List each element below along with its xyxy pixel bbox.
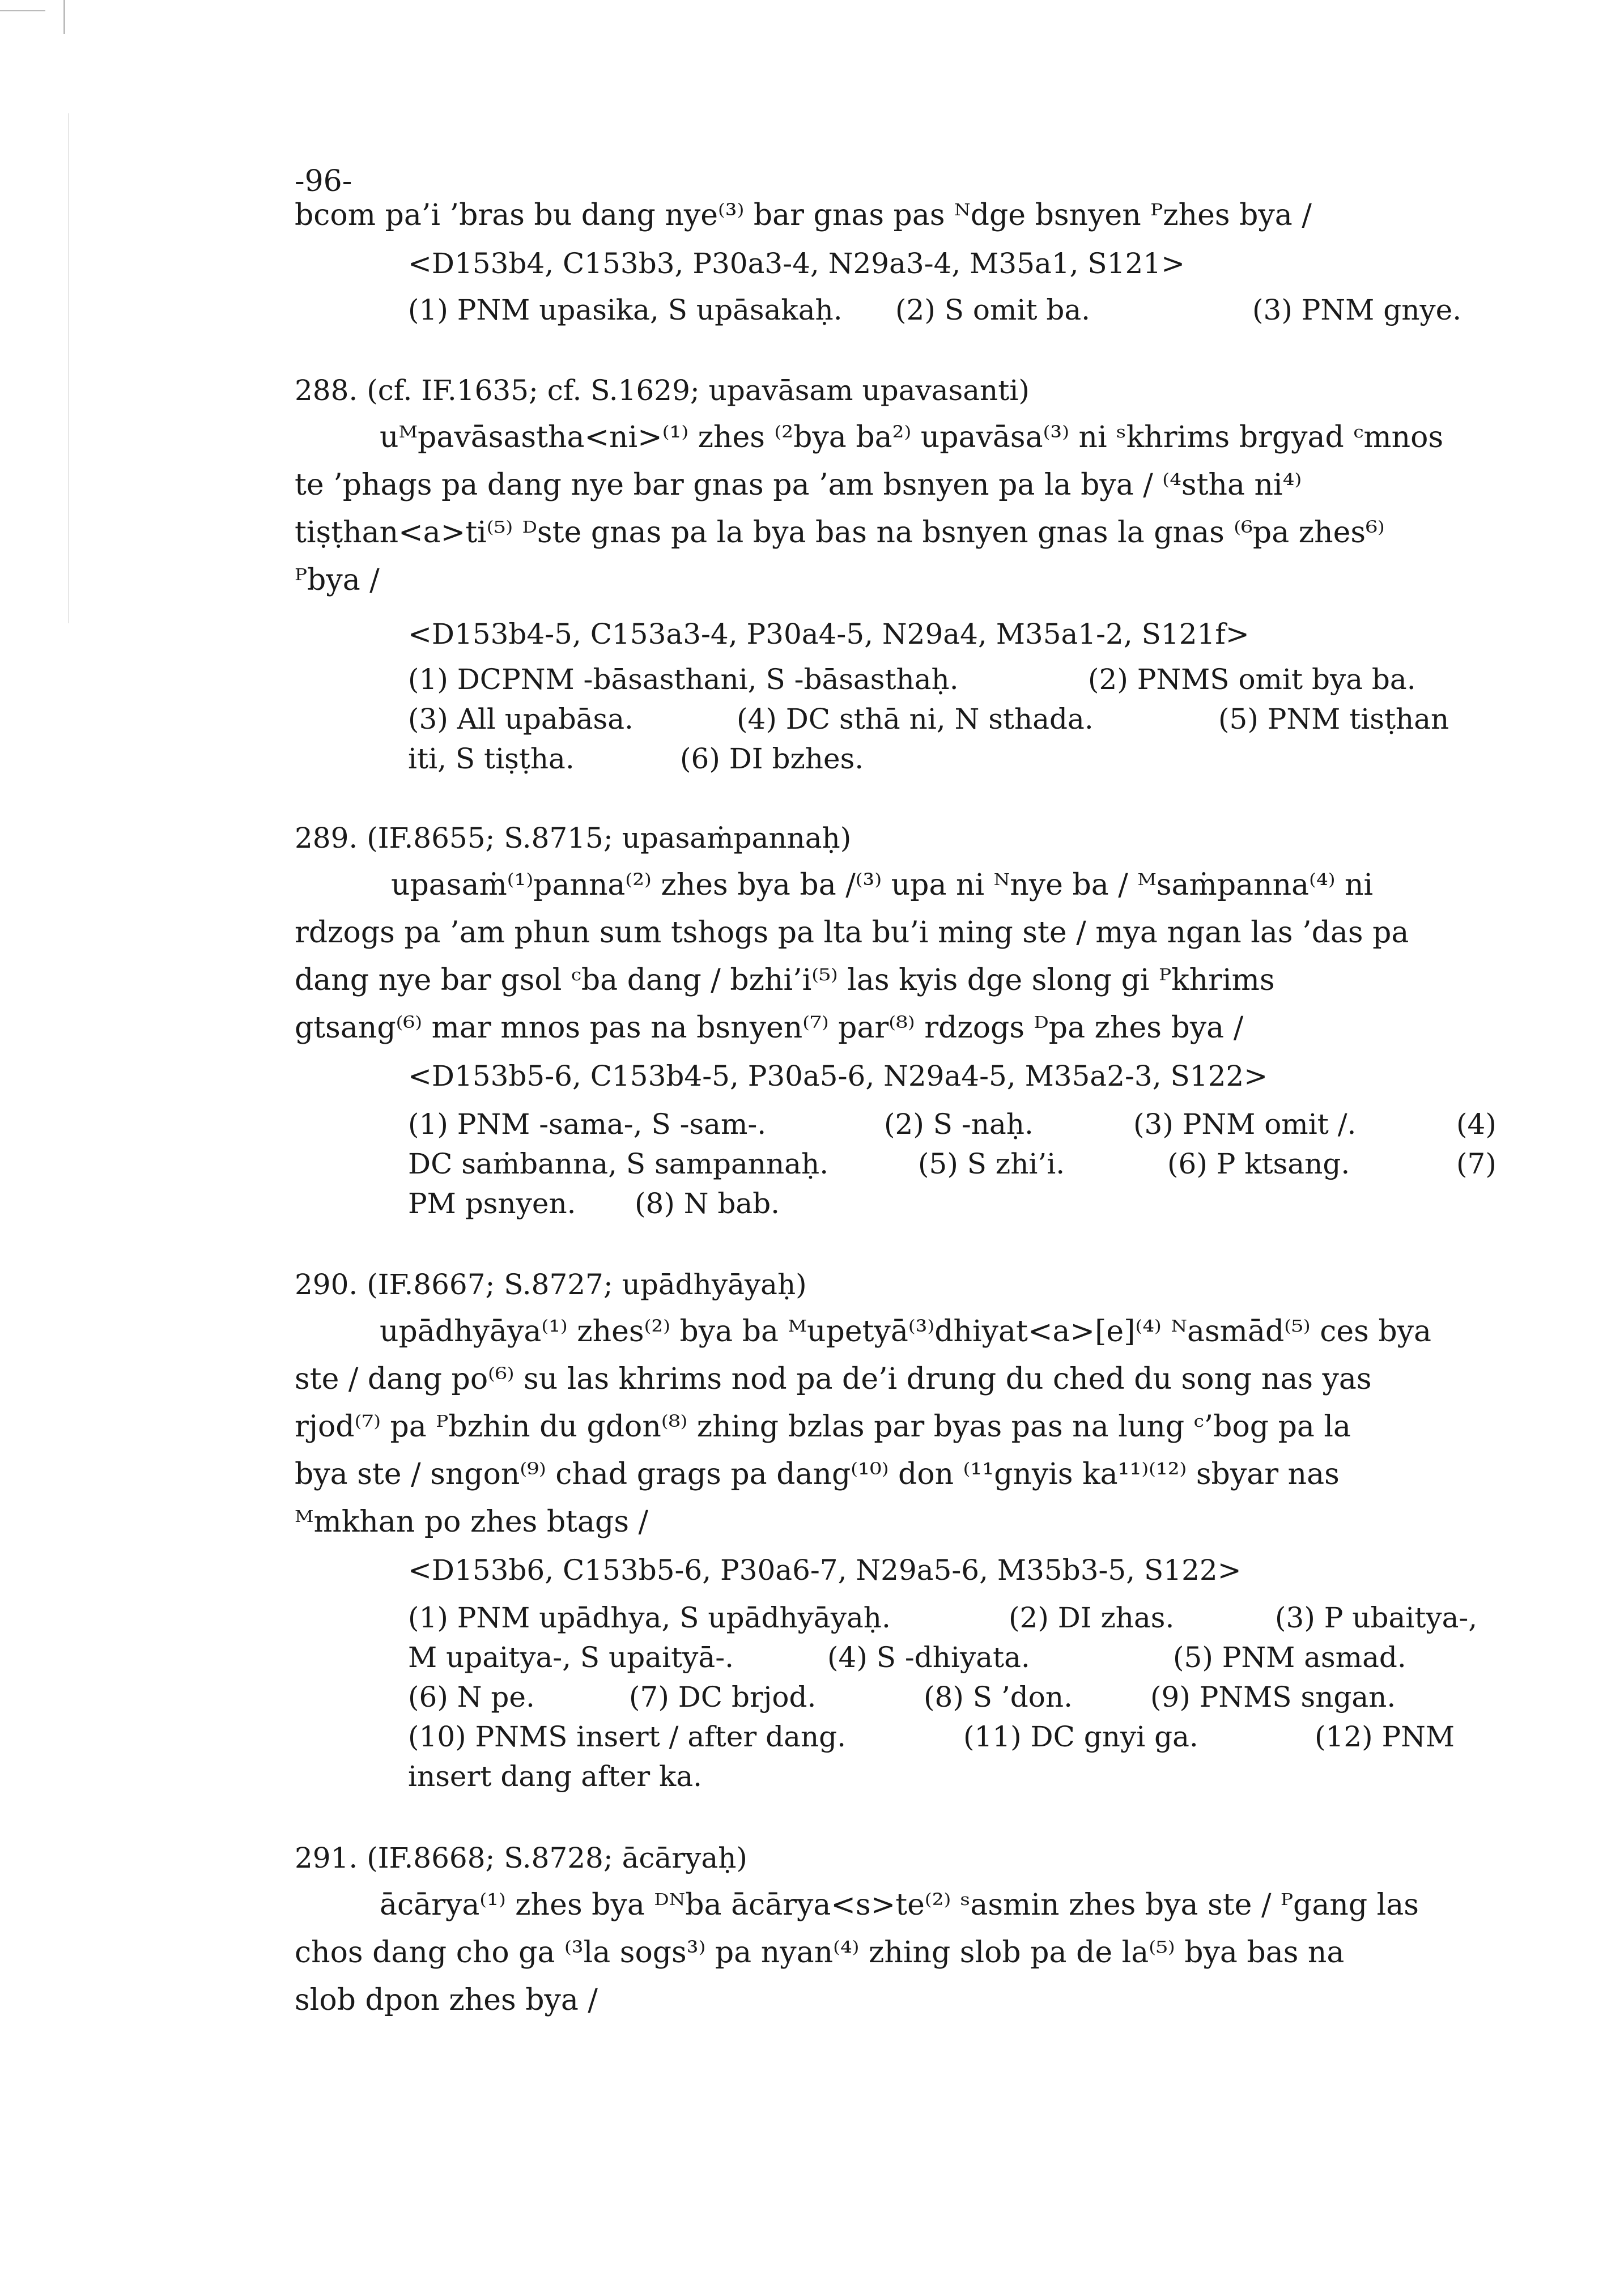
entry-288-note-4: (4) DC sthā ni, N sthada. [737,703,1094,735]
entry-290-note-9: (9) PNMS sngan. [1150,1681,1396,1714]
entry-289-line-4: gtsang⁽⁶⁾ mar mnos pas na bsnyen⁽⁷⁾ par⁽⁸⁾ rdzogs ᴰpa zhes bya / [295,1011,1244,1045]
page-number: -96- [295,164,352,198]
entry-288-line-4: ᴾbya / [295,563,380,597]
entry-290-note-8: (8) S ’don. [924,1681,1073,1714]
entry-288-sources: <D153b4-5, C153a3-4, P30a4-5, N29a4, M35a1-2, S121f> [408,618,1249,650]
entry-289-note-7: PM psnyen. [408,1187,576,1220]
entry-290-note-1: (1) PNM upādhya, S upādhyāyaḥ. [408,1601,891,1634]
entry-290-note-3-cont: M upaitya-, S upaityā-. [408,1641,734,1674]
continuation-note-3: (3) PNM gnye. [1252,294,1462,326]
entry-290-heading: 290. (IF.8667; S.8727; upādhyāyaḥ) [295,1268,807,1301]
entry-289-line-3: dang nye bar gsol ᶜba dang / bzhi’i⁽⁵⁾ las kyis dge slong gi ᴾkhrims [295,963,1275,997]
entry-290-note-2: (2) DI zhas. [1009,1601,1175,1634]
entry-291-heading: 291. (IF.8668; S.8728; ācāryaḥ) [295,1842,747,1874]
entry-288-line-2: te ’phags pa dang nye bar gnas pa ’am bsnyen pa la bya / ⁽⁴stha ni⁴⁾ [295,468,1302,502]
entry-289-note-2: (2) S -naḥ. [884,1108,1034,1141]
entry-288-line-1: uᴹpavāsastha<ni>⁽¹⁾ zhes ⁽²bya ba²⁾ upavāsa⁽³⁾ ni ˢkhrims brgyad ᶜmnos [380,420,1444,454]
continuation-note-1: (1) PNM upasika, S upāsakaḥ. [408,294,843,326]
entry-289-note-6: (6) P ktsang. [1167,1147,1350,1180]
entry-290-line-1: upādhyāya⁽¹⁾ zhes⁽²⁾ bya ba ᴹupetyā⁽³⁾dhiyat<a>[e]⁽⁴⁾ ᴺasmād⁽⁵⁾ ces bya [380,1315,1431,1349]
continuation-sources: <D153b4, C153b3, P30a3-4, N29a3-4, M35a1, S121> [408,247,1185,280]
entry-289-heading: 289. (IF.8655; S.8715; upasaṁpannaḥ) [295,822,852,854]
entry-288-note-3: (3) All upabāsa. [408,703,634,735]
entry-288-note-5-cont: iti, S tiṣṭha. [408,742,575,775]
entry-288-line-3: tiṣṭhan<a>ti⁽⁵⁾ ᴰste gnas pa la bya bas na bsnyen gnas la gnas ⁽⁶pa zhes⁶⁾ [295,516,1385,550]
entry-288-note-6: (6) DI bzhes. [680,742,864,775]
entry-289-line-2: rdzogs pa ’am phun sum tshogs pa lta bu’i ming ste / mya ngan las ’das pa [295,916,1409,950]
entry-291-line-1: ācārya⁽¹⁾ zhes bya ᴰᴺba ācārya<s>te⁽²⁾ ˢasmin zhes bya ste / ᴾgang las [380,1888,1419,1922]
entry-289-note-4-label: (4) [1456,1108,1497,1141]
entry-289-note-1: (1) PNM -sama-, S -sam-. [408,1108,767,1141]
entry-288-heading: 288. (cf. IF.1635; cf. S.1629; upavāsam upavasanti) [295,374,1030,407]
entry-288-note-1: (1) DCPNM -bāsasthani, S -bāsasthaḥ. [408,663,959,696]
entry-289-sources: <D153b5-6, C153b4-5, P30a5-6, N29a4-5, M35a2-3, S122> [408,1060,1268,1092]
continuation-line-1: bcom pa’i ’bras bu dang nye⁽³⁾ bar gnas pas ᴺdge bsnyen ᴾzhes bya / [295,198,1312,232]
entry-290-note-7: (7) DC brjod. [629,1681,817,1714]
continuation-note-2: (2) S omit ba. [895,294,1091,326]
entry-290-note-12: (12) PNM [1315,1720,1455,1753]
scan-mark-margin [68,113,69,623]
entry-290-sources: <D153b6, C153b5-6, P30a6-7, N29a5-6, M35b3-5, S122> [408,1554,1242,1587]
entry-290-line-3: rjod⁽⁷⁾ pa ᴾbzhin du gdon⁽⁸⁾ zhing bzlas par byas pas na lung ᶜ’bog pa la [295,1410,1351,1444]
entry-290-note-5: (5) PNM asmad. [1173,1641,1406,1674]
scan-mark-left-edge [63,0,65,34]
entry-289-line-1: upasaṁ⁽¹⁾panna⁽²⁾ zhes bya ba /⁽³⁾ upa ni ᴺnye ba / ᴹsaṁpanna⁽⁴⁾ ni [391,868,1374,902]
entry-290-note-6: (6) N pe. [408,1681,535,1714]
entry-290-line-4: bya ste / sngon⁽⁹⁾ chad grags pa dang⁽¹⁰⁾ don ⁽¹¹gnyis ka¹¹⁾⁽¹²⁾ sbyar nas [295,1457,1340,1491]
scan-mark-top [0,10,45,11]
entry-289-note-7-label: (7) [1456,1147,1497,1180]
entry-289-note-8: (8) N bab. [635,1187,780,1220]
entry-291-line-2: chos dang cho ga ⁽³la sogs³⁾ pa nyan⁽⁴⁾ zhing slob pa de la⁽⁵⁾ bya bas na [295,1936,1345,1970]
entry-290-line-5: ᴹmkhan po zhes btags / [295,1505,649,1539]
entry-290-note-10: (10) PNMS insert / after dang. [408,1720,847,1753]
entry-290-note-11: (11) DC gnyi ga. [963,1720,1198,1753]
entry-290-note-3: (3) P ubaitya-, [1275,1601,1478,1634]
entry-289-note-5: (5) S zhi’i. [918,1147,1065,1180]
entry-288-note-2: (2) PNMS omit bya ba. [1088,663,1416,696]
entry-288-note-5: (5) PNM tisṭhan [1218,703,1449,735]
entry-290-note-4: (4) S -dhiyata. [827,1641,1030,1674]
entry-289-note-3: (3) PNM omit /. [1133,1108,1357,1141]
entry-290-note-12-cont: insert dang after ka. [408,1760,703,1793]
entry-291-line-3: slob dpon zhes bya / [295,1983,598,2017]
entry-290-line-2: ste / dang po⁽⁶⁾ su las khrims nod pa de’i drung du ched du song nas yas [295,1362,1372,1396]
entry-289-note-4: DC saṁbanna, S sampannaḥ. [408,1147,829,1180]
